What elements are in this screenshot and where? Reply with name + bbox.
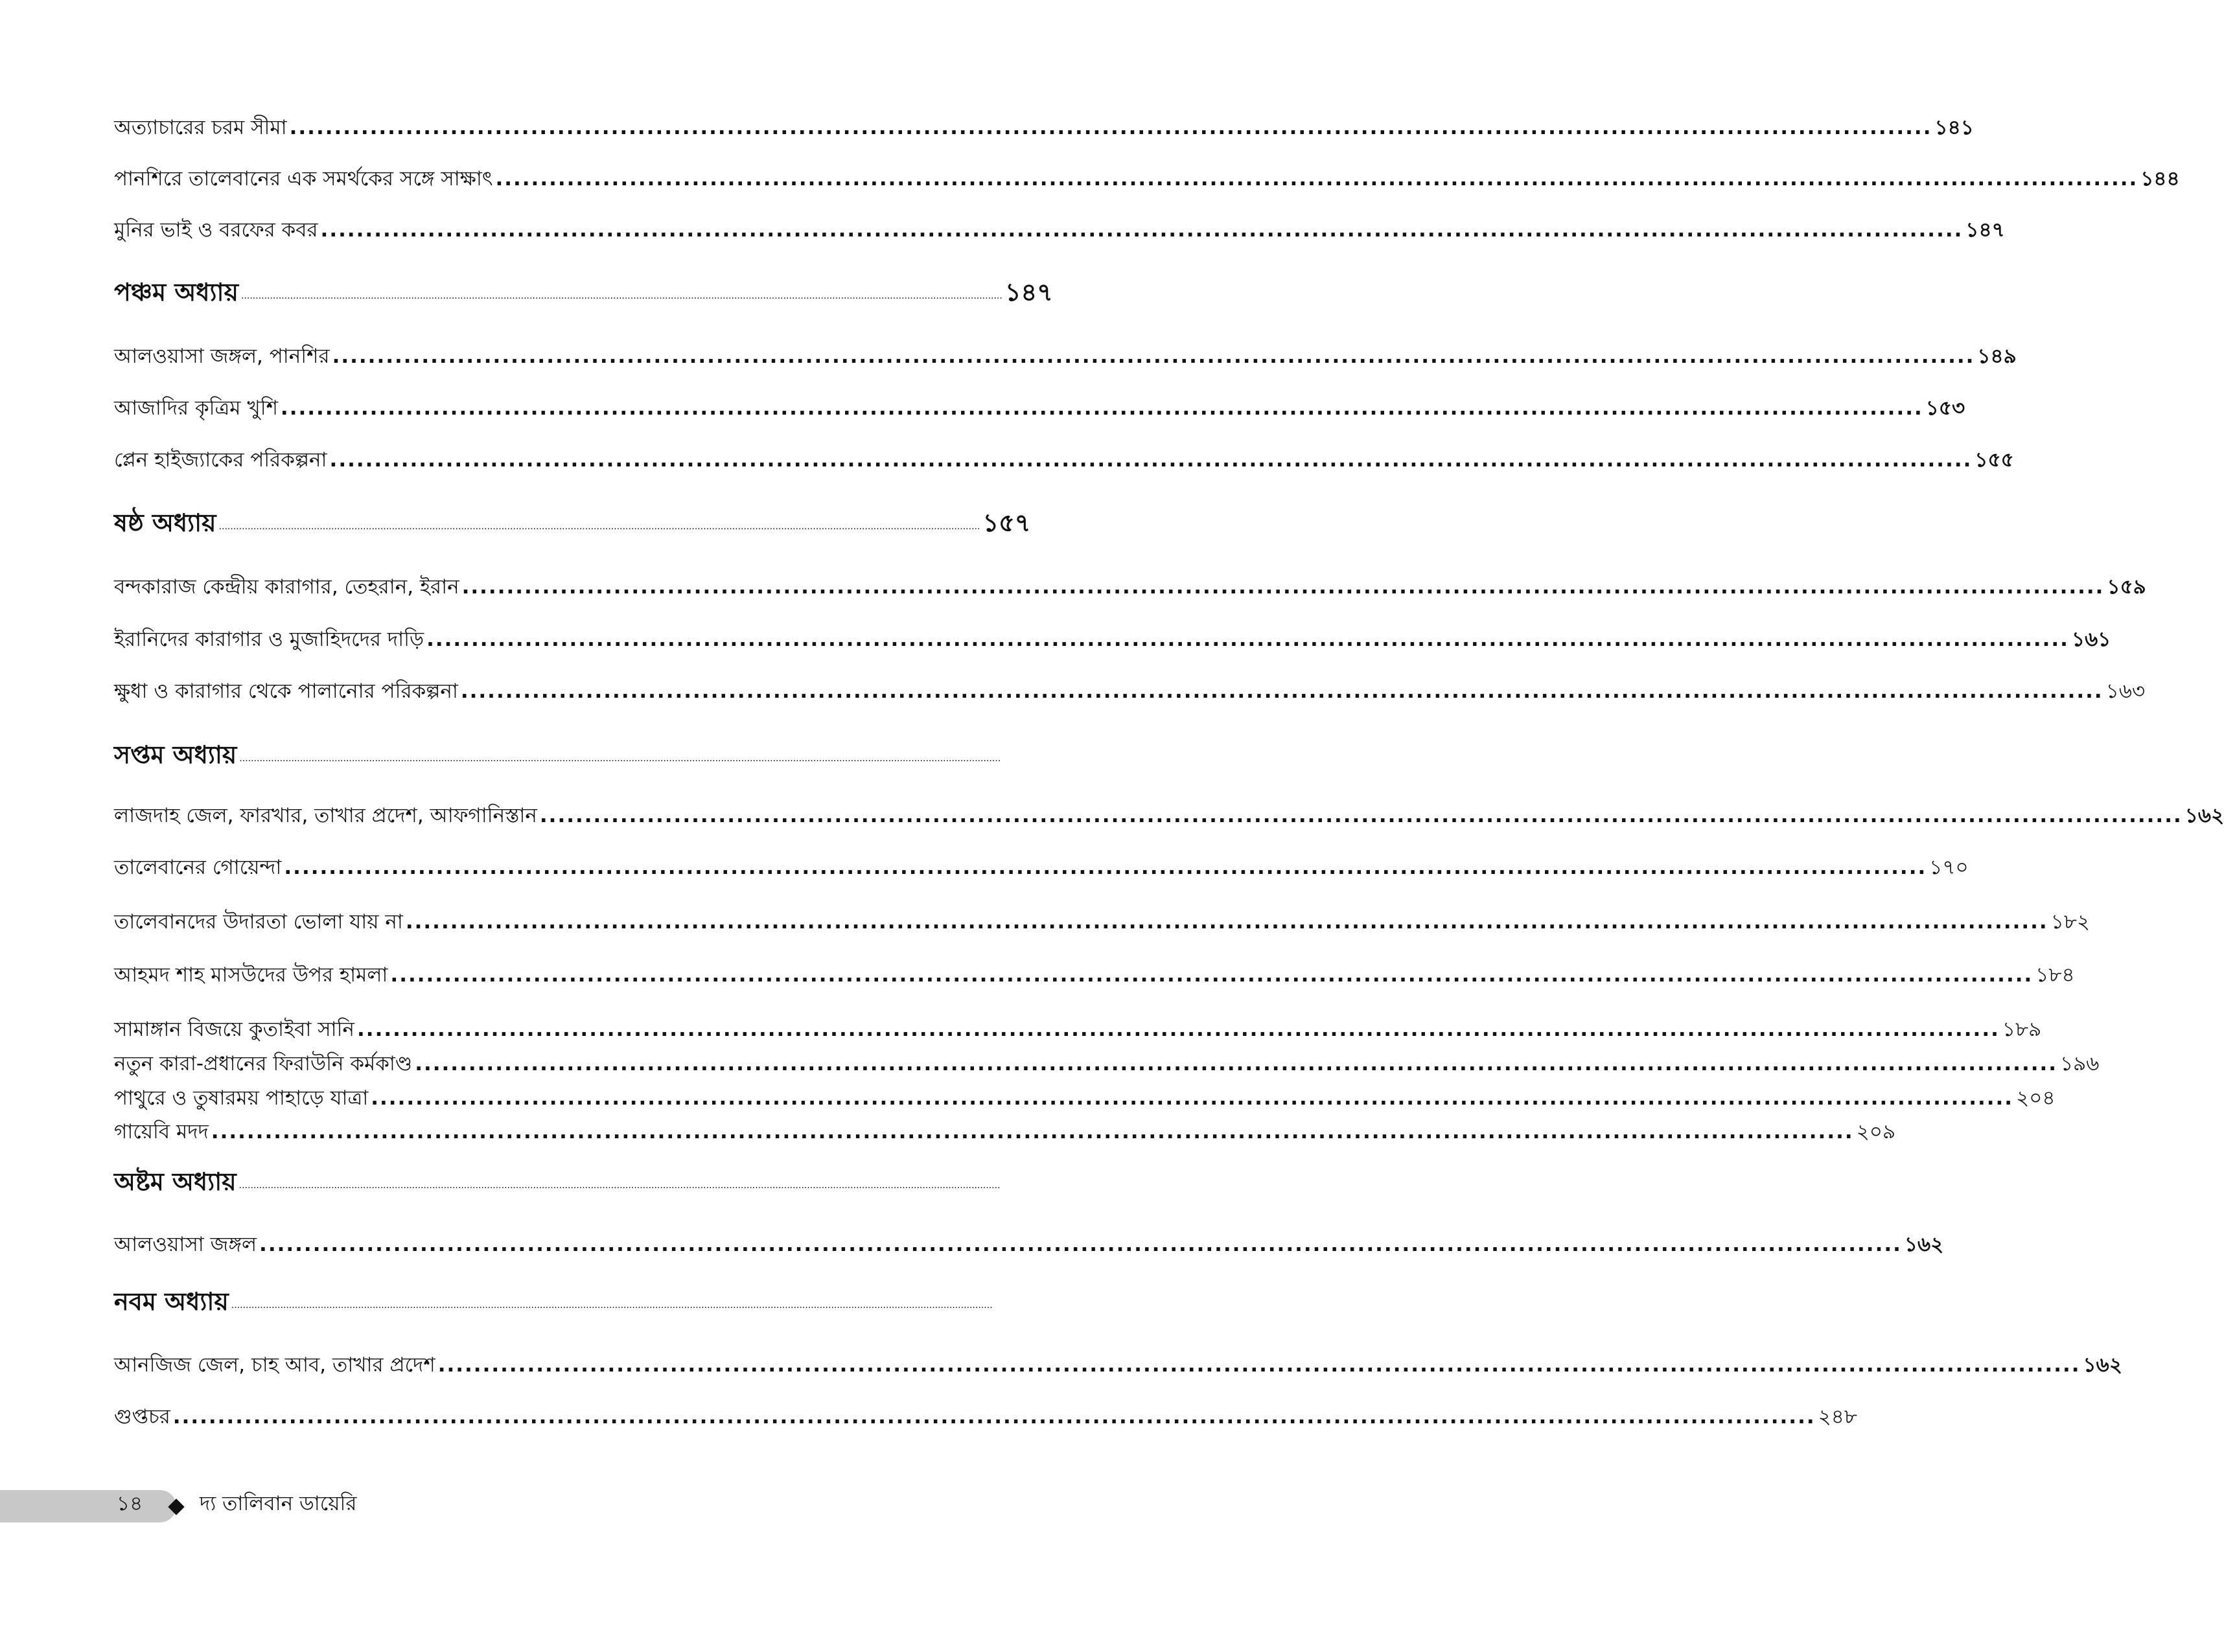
toc-entry-page: ১৮২ bbox=[2050, 910, 2091, 934]
toc-entry-title: আজাদির কৃত্রিম খুশি bbox=[114, 396, 278, 420]
dot-leader: ........................................................................................................................................................................................ bbox=[289, 116, 1932, 139]
footer-tab bbox=[0, 1490, 176, 1522]
chapter-heading[interactable] bbox=[114, 509, 1031, 537]
toc-entry[interactable] bbox=[114, 218, 2005, 242]
toc-entry[interactable] bbox=[114, 345, 2017, 368]
toc-entry-page: ১৫৩ bbox=[1925, 396, 1965, 420]
toc-entry-page: ১৭০ bbox=[1929, 856, 1969, 879]
toc-entry-title: লাজদাহ জেল, ফারখার, তাখার প্রদেশ, আফগানিস্তান bbox=[114, 804, 537, 827]
toc-entry[interactable] bbox=[114, 1018, 2042, 1041]
dot-leader: ........................................................................................................................................................................................ bbox=[460, 680, 2103, 703]
chapter-heading[interactable] bbox=[114, 1167, 1001, 1196]
dot-leader: ........................................................................................................................................................................................................................................................................ bbox=[239, 753, 1001, 764]
toc-entry-title: আনজিজ জেল, চাহ আব, তাখার প্রদেশ bbox=[114, 1353, 435, 1377]
dot-leader: ........................................................................................................................................................................................ bbox=[320, 218, 1963, 242]
toc-entry-title: গায়েবি মদদ bbox=[114, 1120, 209, 1143]
toc-entry[interactable] bbox=[114, 680, 2146, 703]
toc-entry[interactable] bbox=[114, 1086, 2056, 1110]
toc-entry-page: ২০৯ bbox=[1856, 1120, 1896, 1143]
dot-leader: ........................................................................................................................................................................................................................................................................ bbox=[238, 1180, 1001, 1191]
toc-entry-title: মুনির ভাই ও বরফের কবর bbox=[114, 218, 318, 242]
chapter-title: অষ্টম অধ্যায় bbox=[114, 1167, 237, 1196]
toc-entry-page: ১৬১ bbox=[2071, 628, 2111, 651]
toc-entry-title: সামাঙ্গান বিজয়ে কুতাইবা সানি bbox=[114, 1018, 355, 1041]
toc-entry[interactable] bbox=[114, 396, 1965, 420]
toc-entry-page: ১৮৯ bbox=[2002, 1018, 2042, 1041]
dot-leader: ........................................................................................................................................................................................ bbox=[357, 1018, 2000, 1041]
dot-leader: ........................................................................................................................................................................................ bbox=[405, 910, 2048, 934]
toc-entry-title: ক্ষুধা ও কারাগার থেকে পালানোর পরিকল্পনা bbox=[114, 680, 458, 703]
dot-leader: ........................................................................................................................................................................................ bbox=[172, 1405, 1816, 1428]
toc-entry-title: আলওয়াসা জঙ্গল, পানশির bbox=[114, 345, 330, 368]
toc-entry-title: গুপ্তচর bbox=[114, 1405, 170, 1428]
dot-leader: ........................................................................................................................................................................................ bbox=[461, 575, 2105, 599]
chapter-heading[interactable] bbox=[114, 740, 1001, 769]
chapter-title: সপ্তম অধ্যায় bbox=[114, 740, 237, 769]
toc-entry[interactable] bbox=[114, 628, 2111, 651]
chapter-heading[interactable] bbox=[114, 1287, 993, 1316]
chapter-title: নবম অধ্যায় bbox=[114, 1287, 229, 1316]
dot-leader: ........................................................................................................................................................................................ bbox=[539, 804, 2183, 827]
toc-entry[interactable] bbox=[114, 575, 2146, 599]
toc-entry-page: ২০৪ bbox=[2016, 1086, 2056, 1110]
toc-entry-page: ১৫৯ bbox=[2107, 575, 2146, 599]
toc-entry-page: ১৬৩ bbox=[2105, 680, 2146, 703]
toc-entry-page: ১৪৯ bbox=[1977, 345, 2017, 368]
dot-leader: ........................................................................................................................................................................................ bbox=[284, 856, 1927, 879]
toc-entry-title: বন্দকারাজ কেন্দ্রীয় কারাগার, তেহরান, ইরান bbox=[114, 575, 459, 599]
toc-entry-page: ১৪৭ bbox=[1965, 218, 2005, 242]
dot-leader: ........................................................................................................................................................................................ bbox=[495, 167, 2138, 190]
toc-entry-title: ইরানিদের কারাগার ও মুজাহিদদের দাড়ি bbox=[114, 628, 424, 651]
toc-entry-page: ১৯৬ bbox=[2060, 1052, 2100, 1075]
page-number: ১৪ bbox=[117, 1492, 143, 1515]
toc-entry[interactable] bbox=[114, 1353, 2122, 1377]
toc-entry-page: ১৪৪ bbox=[2140, 167, 2180, 190]
dot-leader: ........................................................................................................................................................................................ bbox=[211, 1120, 1854, 1143]
toc-entry-title: পাথুরে ও তুষারময় পাহাড়ে যাত্রা bbox=[114, 1086, 369, 1110]
dot-leader: ........................................................................................................................................................................................................................................................................ bbox=[218, 522, 980, 532]
chapter-title: পঞ্চম অধ্যায় bbox=[114, 278, 238, 306]
dot-leader: ........................................................................................................................................................................................ bbox=[371, 1086, 2014, 1110]
page-footer bbox=[0, 1489, 389, 1525]
dot-leader: ........................................................................................................................................................................................ bbox=[329, 448, 1973, 472]
toc-entry-page: ১৬২ bbox=[1904, 1233, 1944, 1256]
toc-entry-page: ২৪৮ bbox=[1818, 1405, 1858, 1428]
toc-entry[interactable] bbox=[114, 1405, 1858, 1428]
chapter-page: ১৫৭ bbox=[982, 509, 1031, 537]
toc-entry[interactable] bbox=[114, 963, 2075, 987]
dot-leader: ........................................................................................................................................................................................ bbox=[426, 628, 2069, 651]
dot-leader: ........................................................................................................................................................................................................................................................................ bbox=[240, 291, 1002, 301]
dot-leader: ........................................................................................................................................................................................ bbox=[332, 345, 1975, 368]
chapter-title: ষষ্ঠ অধ্যায় bbox=[114, 509, 216, 537]
toc-entry[interactable] bbox=[114, 910, 2091, 934]
dot-leader: ........................................................................................................................................................................................ bbox=[280, 396, 1923, 420]
toc-entry-title: তালেবানের গোয়েন্দা bbox=[114, 856, 282, 879]
toc-entry-title: পানশিরে তালেবানের এক সমর্থকের সঙ্গে সাক্ষাৎ bbox=[114, 167, 493, 190]
dot-leader: ........................................................................................................................................................................................ bbox=[437, 1353, 2081, 1377]
toc-entry-page: ১৬২ bbox=[2184, 804, 2224, 827]
toc-entry[interactable] bbox=[114, 116, 1974, 139]
toc-entry-title: আলওয়াসা জঙ্গল bbox=[114, 1233, 257, 1256]
book-title: দ্য তালিবান ডায়েরি bbox=[200, 1492, 357, 1515]
toc-entry-page: ১৫৫ bbox=[1975, 448, 2014, 472]
chapter-page: ১৪৭ bbox=[1004, 278, 1053, 306]
toc-entry-title: অত্যাচারের চরম সীমা bbox=[114, 116, 287, 139]
toc-entry[interactable] bbox=[114, 1233, 1944, 1256]
toc-entry[interactable] bbox=[114, 1120, 1896, 1143]
toc-entry-title: আহমদ শাহ মাসউদের উপর হামলা bbox=[114, 963, 388, 987]
toc-entry-page: ১৬২ bbox=[2083, 1353, 2122, 1377]
toc-entry[interactable] bbox=[114, 856, 1969, 879]
toc-entry[interactable] bbox=[114, 167, 2180, 190]
dot-leader: ........................................................................................................................................................................................ bbox=[415, 1052, 2058, 1075]
toc-entry-title: তালেবানদের উদারতা ভোলা যায় না bbox=[114, 910, 403, 934]
toc-entry[interactable] bbox=[114, 804, 2224, 827]
dot-leader: ........................................................................................................................................................................................................................................................................ bbox=[231, 1300, 993, 1311]
dot-leader: ........................................................................................................................................................................................ bbox=[259, 1233, 1902, 1256]
toc-entry-title: নতুন কারা-প্রধানের ফিরাউনি কর্মকাণ্ড bbox=[114, 1052, 413, 1075]
toc-entry[interactable] bbox=[114, 1052, 2100, 1075]
toc-entry[interactable] bbox=[114, 448, 2014, 472]
chapter-heading[interactable] bbox=[114, 278, 1053, 306]
toc-entry-title: প্লেন হাইজ্যাকের পরিকল্পনা bbox=[114, 448, 327, 472]
toc-entry-page: ১৪১ bbox=[1934, 116, 1974, 139]
dot-leader: ........................................................................................................................................................................................ bbox=[390, 963, 2033, 987]
toc-entry-page: ১৮৪ bbox=[2035, 963, 2075, 987]
